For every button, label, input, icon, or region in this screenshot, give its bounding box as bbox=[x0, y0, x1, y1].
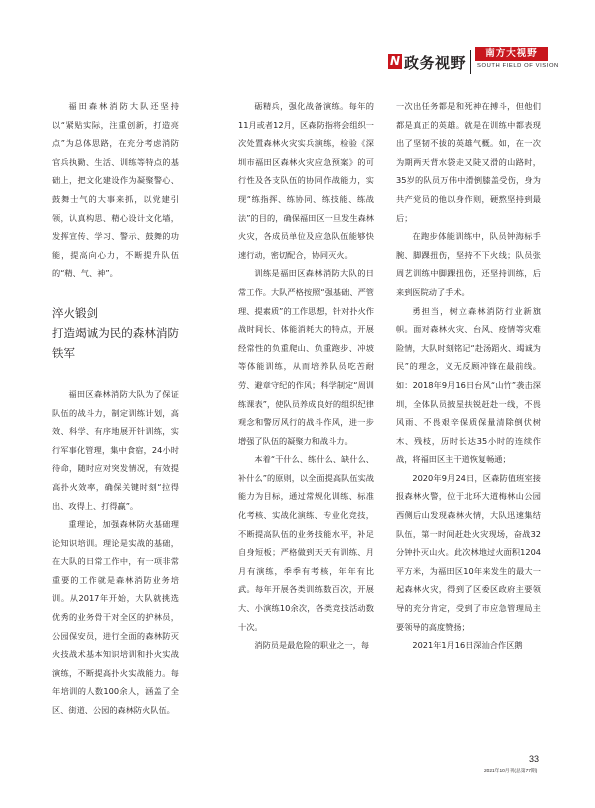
article-column-1 bbox=[52, 97, 179, 720]
paragraph: 2021年1月16日深汕合作区鹅 bbox=[412, 640, 523, 651]
page-header bbox=[0, 0, 595, 80]
brand-banner bbox=[475, 47, 548, 61]
brand-name: 南方大视野 bbox=[485, 48, 538, 59]
heading-line-2: 打造竭诚为民的森林消防铁军 bbox=[52, 325, 179, 360]
paragraph: 福田区森林消防大队为了保证队伍的战斗力，制定训练计划，高效、科学、有序地展开针训练，实行军事化管理，集中食宿，24小时待命，随时应对突发情况，有效提高扑火效率，确保关键时刻“拉得出、攻得上、打得赢”。 bbox=[52, 388, 179, 511]
paragraph: 消防员是最危险的职业之一，每 bbox=[254, 640, 370, 651]
paragraph: 本着“干什么、练什么、缺什么、补什么”的原则，以全面提高队伍实战能力为目标，通过常规化训练、标准化考核、实战化演练、专业化竞技，不断提高队伍的业务技能水平，补足自身短板；严格做到天天有训练、月月有演练，季季有考核，年年有比武。每年开展各类训练数百次，开展大、小演练10余次，各类竞技活动数十次。 bbox=[238, 454, 374, 632]
paragraph: 在跑步体能训练中，队员钟海标手腕、脚踝扭伤，坚持不下火线；队员张周艺训练中脚踝扭伤，还坚持训练，后来到医院动了手术。 bbox=[396, 231, 541, 297]
header-divider bbox=[470, 50, 471, 74]
magazine-logo bbox=[388, 54, 402, 69]
brand-subtitle: SOUTH FIELD OF VISION bbox=[477, 63, 559, 69]
article-column-3 bbox=[396, 97, 541, 655]
logo-letter: N bbox=[389, 54, 401, 68]
paragraph: 勇担当，树立森林消防行业新旗帜。面对森林火灾、台风、疫情等灾难险情，大队时刻铭记“赴汤蹈火、竭诚为民”的理念，义无反顾冲锋在最前线。如：2018年9月16日台风“山竹”袭击深圳，全体队员披星扶锐赶赴一线，不畏风雨、不畏艰辛保质保量清除倒伏树木、残枝，历时长达35小时的连续作战，将福田区主干道恢复畅通； bbox=[396, 305, 541, 465]
paragraph: 重理论，加强森林防火基础理论知识培训。理论是实战的基础，在大队的日常工作中，有一项非常重要的工作就是森林消防业务培训。从2017年开始，大队就挑选优秀的业务骨干对全区的护林员，公园保安员，进行全面的森林防灭火技战术基本知识培训和扑火实战演练，不断提高扑火实战能力。每年培训的人数100余人，涵盖了全区、街道、公园的森林防火队伍。 bbox=[52, 519, 179, 716]
page-number: 33 bbox=[529, 754, 540, 764]
paragraph: 砺精兵，强化战备演练。每年的11月或者12月，区森防指将会组织一次处置森林火灾实兵演练，检验《深圳市福田区森林火灾应急预案》的可行性及各支队伍的协同作战能力，实现“练指挥、练协同、练技能、练战法”的目的，确保福田区一旦发生森林火灾，各成员单位及应急队伍能够快速行动，密切配合，协同灭火。 bbox=[238, 101, 374, 260]
paragraph: 训练是福田区森林消防大队的日常工作。大队严格按照“强基础、严管理、提素质”的工作思想，针对扑火作战时间长、体能消耗大的特点，开展经常性的负重爬山、负重跑步、冲坡等体能训练，从而培养队员吃苦耐劳、避章守纪的作风；科学制定“周训练课表”，使队员养成良好的组织纪律观念和警厉风行的战斗作风，进一步增强了队伍的凝聚力和战斗力。 bbox=[238, 268, 374, 446]
paragraph: 一次出任务都是和死神在搏斗，但他们都是真正的英雄。就是在训练中都表现出了坚韧不拔的英雄气概。如，在一次为期两天背水袋走又陡又滑的山路时，35岁的队员万伟中滑倒膝盖受伤，身为共产党员的他以身作则，硬熬坚持到最后； bbox=[396, 101, 541, 223]
heading-line-1: 淬火锻剑 bbox=[52, 305, 98, 320]
paragraph: 福田森林消防大队还坚持以“紧贴实际，注重创新，打造亮点”为总体思路，在充分考虑消防官兵执勤、生活、训练等特点的基础上，把文化建设作为凝聚警心、鼓舞士气的大事来抓，以党建引领，认真构思、精心设计文化墙，发挥宣传、学习、警示、鼓舞的功能，提高向心力，不断提升队伍的“精、气、神”。 bbox=[52, 101, 179, 279]
article-column-2 bbox=[238, 97, 374, 655]
issue-info: 2021年10月刊(总第77期) bbox=[484, 769, 538, 774]
section-heading bbox=[52, 303, 179, 363]
paragraph: 2020年9月24日，区森防值班室接报森林火警，位于北环大道梅林山公园西侧后山发现森林火情，大队迅速集结队伍，第一时间赶赴火灾现场，奋战32分钟扑灭山火。此次林地过火面积1204平方米，为福田区10年来发生的最大一起森林火灾，得到了区委区政府主要领导的充分肯定，受到了市应急管理局主要领导的高度赞扬； bbox=[396, 472, 541, 632]
section-title: 政务视野 bbox=[404, 54, 467, 72]
